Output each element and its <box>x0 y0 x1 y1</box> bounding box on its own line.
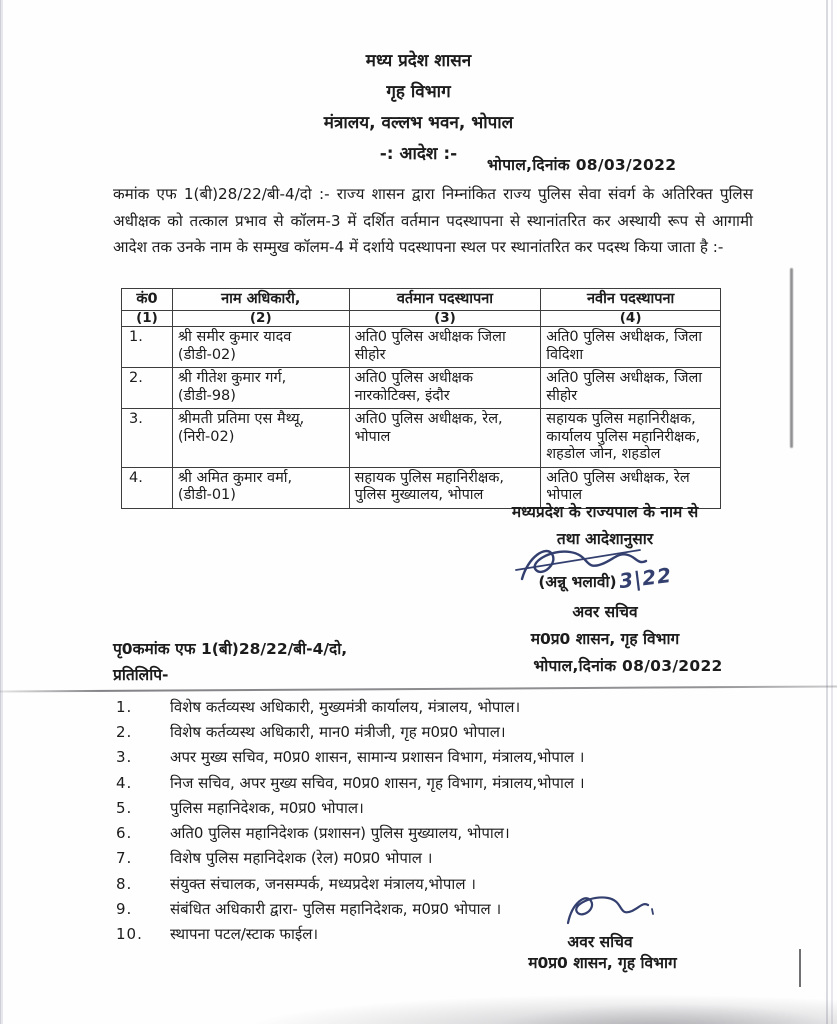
copy-item-text: संबंधित अधिकारी द्वारा- पुलिस महानिदेशक, म0प्र0 भोपाल । <box>170 900 502 919</box>
order-body-paragraph: कमांक एफ 1(बी)28/22/बी-4/दो :- राज्य शासन द्वारा निम्नांकित राज्य पुलिस सेवा संवर्ग के अतिरिक्त पुलिस अधीक्षक को तत्काल प्रभाव से कॉलम-3 में दर्शित वर्तमान पदस्थापना से स्थानांतरित कर अस्थायी रूप से आगामी आदेश तक उनके नाम के सम्मुख कॉलम-4 में दर्शाये पदस्थापना स्थल पर स्थानांतरित कर पदस्थ किया जाता है :- <box>113 185 753 256</box>
copy-item-number: 3. <box>116 748 133 767</box>
cell-new-posting: अति0 पुलिस अधीक्षक, जिला सीहोर <box>541 368 721 409</box>
copy-item-text: संयुक्त संचालक, जनसम्पर्क, मध्यप्रदेश मंत्रालय,भोपाल । <box>170 874 476 893</box>
subheader-1: (1) <box>122 311 173 327</box>
subheader-3: (3) <box>349 311 541 327</box>
header-officer-name: नाम अधिकारी, <box>172 289 349 311</box>
signer-name: (अन्नू भलावी) <box>538 573 617 591</box>
signature-place-date: भोपाल,दिनांक 08/03/2022 <box>533 657 723 675</box>
cell-sno: 2. <box>122 368 173 409</box>
as-per-order-line: तथा आदेशानुसार <box>556 530 654 548</box>
copy-item-number: 8. <box>116 874 133 893</box>
handwritten-date: 3|22 <box>617 562 673 594</box>
signer-department: म0प्र0 शासन, गृह विभाग <box>530 630 680 648</box>
copy-list-item <box>116 719 806 744</box>
office-address: मंत्रालय, वल्लभ भवन, भोपाल <box>323 113 514 133</box>
governor-authority-line: मध्यप्रदेश के राज्यपाल के नाम से <box>511 503 699 521</box>
copy-list-item <box>116 922 806 947</box>
copy-list-item <box>116 871 806 896</box>
cell-officer-name: श्रीमती प्रतिमा एस मैथ्यू, (निरी-02) <box>172 409 349 468</box>
table-subheader-row <box>122 311 721 327</box>
cell-officer-name: श्री गीतेश कुमार गर्ग, (डीडी-98) <box>172 368 349 409</box>
issue-place-date: भोपाल,दिनांक 08/03/2022 <box>487 156 677 174</box>
cell-sno: 1. <box>122 327 173 368</box>
footer-signer-department: म0प्र0 शासन, गृह विभाग <box>528 954 677 972</box>
copy-item-text: निज सचिव, अपर मुख्य सचिव, म0प्र0 शासन, गृह विभाग, मंत्रालय,भोपाल । <box>170 773 585 792</box>
scan-artifact-line <box>790 268 793 448</box>
cell-officer-name: श्री अमित कुमार वर्मा, (डीडी-01) <box>172 467 349 508</box>
footer-signer-designation: अवर सचिव <box>567 933 633 951</box>
copy-list-item <box>116 846 806 871</box>
copy-item-text: स्थापना पटल/स्टाक फाईल। <box>170 925 319 944</box>
cell-current-posting: अति0 पुलिस अधीक्षक, रेल, भोपाल <box>349 409 541 468</box>
table-header-row <box>122 289 721 311</box>
header-sno: कं0 <box>122 289 173 311</box>
copy-list-item <box>116 770 806 795</box>
copy-list-item <box>116 896 806 921</box>
cell-current-posting: अति0 पुलिस अधीक्षक नारकोटिक्स, इंदौर <box>349 368 541 409</box>
copy-to-label: प्रतिलिपि- <box>113 666 169 684</box>
cell-sno: 4. <box>122 467 173 508</box>
copy-item-number: 5. <box>116 798 133 817</box>
copy-item-number: 10. <box>116 925 143 944</box>
header-new-posting: नवीन पदस्थापना <box>541 289 721 311</box>
copy-list <box>116 694 806 947</box>
copy-item-text: पुलिस महानिदेशक, म0प्र0 भोपाल। <box>170 798 364 817</box>
copy-item-text: अति0 पुलिस महानिदेशक (प्रशासन) पुलिस मुख्यालय, भोपाल। <box>170 824 510 843</box>
copy-list-item <box>116 795 806 820</box>
signer-designation: अवर सचिव <box>572 603 638 621</box>
order-table-body <box>122 327 721 509</box>
document-header <box>0 46 837 170</box>
authority-signature-block <box>450 499 760 680</box>
copy-item-number: 4. <box>116 773 133 792</box>
header-current-posting: वर्तमान पदस्थापना <box>349 289 541 311</box>
table-row <box>122 368 721 409</box>
copy-item-text: विशेष कर्तव्यस्थ अधिकारी, मुख्यमंत्री कार्यालय, मंत्रालय, भोपाल। <box>170 697 521 716</box>
endorsement-ref-number: पृ0कमांक एफ 1(बी)28/22/बी-4/दो, <box>113 640 348 658</box>
cell-current-posting: अति0 पुलिस अधीक्षक जिला सीहोर <box>349 327 541 368</box>
footer-signature-scribble-icon <box>560 885 656 933</box>
govt-name: मध्य प्रदेश शासन <box>365 51 472 71</box>
horizontal-rule <box>0 685 837 692</box>
copy-list-item <box>116 745 806 770</box>
copy-item-text: अपर मुख्य सचिव, म0प्र0 शासन, सामान्य प्रशासन विभाग, मंत्रालय,भोपाल । <box>170 748 585 767</box>
cell-current-posting: सहायक पुलिस महानिरीक्षक, पुलिस मुख्यालय, भोपाल <box>349 467 541 508</box>
transfer-order-table <box>121 288 721 509</box>
copy-item-number: 9. <box>116 900 133 919</box>
subheader-4: (4) <box>541 311 721 327</box>
copy-list-item <box>116 694 806 719</box>
copy-item-number: 6. <box>116 824 133 843</box>
subheader-2: (2) <box>172 311 349 327</box>
copy-item-number: 1. <box>116 697 133 716</box>
table-row <box>122 327 721 368</box>
copy-item-number: 7. <box>116 849 133 868</box>
department-name: गृह विभाग <box>386 82 451 102</box>
signature-area <box>450 553 760 599</box>
cell-officer-name: श्री समीर कुमार यादव (डीडी-02) <box>172 327 349 368</box>
copy-item-number: 2. <box>116 722 133 741</box>
cell-new-posting: अति0 पुलिस अधीक्षक, रेल भोपाल <box>541 467 721 508</box>
cell-sno: 3. <box>122 409 173 468</box>
table-row <box>122 409 721 468</box>
order-title: -: आदेश :- <box>379 144 458 164</box>
cell-new-posting: सहायक पुलिस महानिरीक्षक, कार्यालय पुलिस महानिरीक्षक, शहडोल जोन, शहडोल <box>541 409 721 468</box>
scan-artifact-line-bottom <box>799 949 801 987</box>
copy-list-item <box>116 820 806 845</box>
scan-shadow-2 <box>500 1005 837 1024</box>
cell-new-posting: अति0 पुलिस अधीक्षक, जिला विदिशा <box>541 327 721 368</box>
copy-item-text: विशेष कर्तव्यस्थ अधिकारी, मान0 मंत्रीजी, गृह म0प्र0 भोपाल। <box>170 722 506 741</box>
copy-item-text: विशेष पुलिस महानिदेशक (रेल) म0प्र0 भोपाल । <box>170 849 433 868</box>
